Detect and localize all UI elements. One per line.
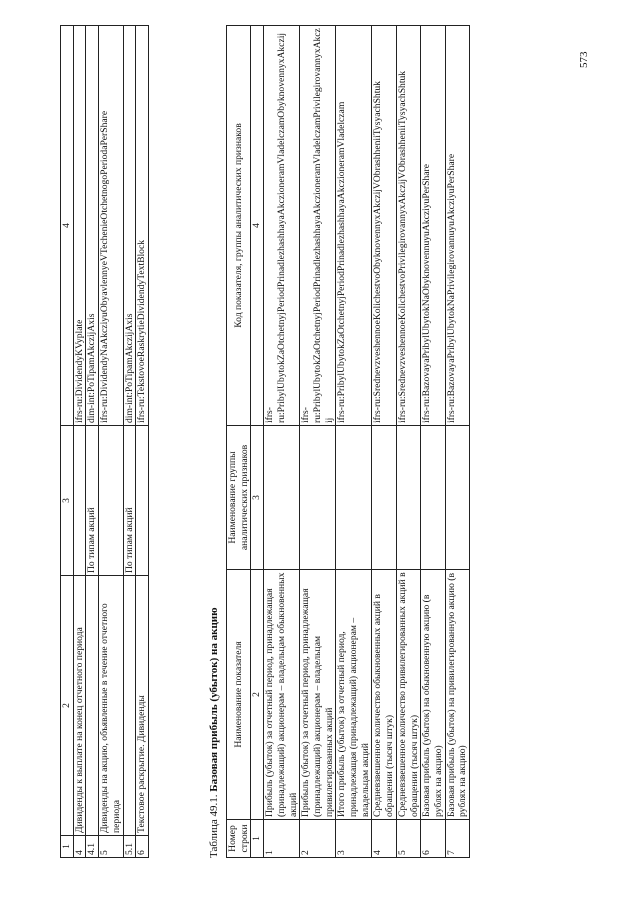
indicator-name-cell: Базовая прибыль (убыток) на привилегированную акцию (в рублях на акцию): [445, 570, 469, 820]
column-header: Код показателя, группы аналитических признаков: [227, 26, 251, 426]
indicator-name-cell: Прибыль (убыток) за отчетный период, принадлежащая (принадлежащий) акционерам – владельцам привилегированных акций: [300, 570, 336, 820]
indicator-name-cell: Прибыль (убыток) за отчетный период, принадлежащая (принадлежащий) акционерам – владельцам обыкновенных акций: [264, 570, 300, 820]
row-number-cell: 2: [300, 820, 336, 858]
table-header-number-row: [251, 26, 264, 858]
column-number: 4: [251, 26, 264, 426]
table-row: [99, 26, 123, 858]
column-number: 2: [251, 570, 264, 820]
indicator-name-cell: Итого прибыль (убыток) за отчетный период, принадлежащая (принадлежащий) акционерам – владельцам акций: [336, 570, 372, 820]
analytic-group-cell: [264, 426, 300, 570]
page-number: 573: [578, 51, 590, 68]
row-number-cell: 4: [372, 820, 396, 858]
table-caption-title: Базовая прибыль (убыток) на акцию: [208, 607, 220, 792]
analytic-group-cell: [372, 426, 396, 570]
analytic-group-cell: [396, 426, 420, 570]
indicator-code-cell: dim-int:PoTipamAkczijAxis: [86, 26, 99, 426]
indicator-code-cell: ifrs-ru:PribylUbytokZaOtchetnyjPeriodPrinadlezhashhayaAkczioneramVladelczamObyknovennyxAkczij: [264, 26, 300, 426]
table-row: [372, 26, 396, 858]
indicator-code-cell: ifrs-ru:DividendyNaAkcziyuObyavlennyeVTechenieOtchetnogoPeriodaPerShare: [99, 26, 123, 426]
table-row: [336, 26, 372, 858]
column-number: 4: [61, 26, 74, 426]
rotated-page-content: [60, 26, 530, 858]
column-header: Наименование группы аналитических признаков: [227, 426, 251, 570]
row-number-cell: 5.1: [123, 836, 136, 858]
indicator-name-cell: Дивиденды на акцию, объявленные в течение отчетного периода: [99, 576, 123, 836]
column-header: Наименование показателя: [227, 570, 251, 820]
indicator-code-cell: ifrs-ru:SrednevzveshennoeKolichestvoPrivilegirovannyxAkczijVObrashheniiTysyachShtuk: [396, 26, 420, 426]
indicator-name-cell: [86, 576, 99, 836]
column-header: Номер строки: [227, 820, 251, 858]
table-row: [123, 26, 136, 858]
indicator-name-cell: Средневзвешенное количество привилегированных акций в обращении (тысяч штук): [396, 570, 420, 820]
table-row: [300, 26, 336, 858]
analytic-group-cell: [421, 426, 445, 570]
table-row: [264, 26, 300, 858]
table-row: [73, 26, 86, 858]
analytic-group-cell: [300, 426, 336, 570]
table-caption-number: Таблица 49.1.: [208, 794, 220, 858]
column-number: 1: [251, 820, 264, 858]
analytic-group-cell: [73, 426, 86, 576]
column-number: 1: [61, 836, 74, 858]
analytic-group-cell: По типам акций: [86, 426, 99, 576]
table-header-row: [61, 26, 74, 858]
indicator-code-cell: ifrs-ru:DividendyKVyplate: [73, 26, 86, 426]
table-row: [86, 26, 99, 858]
row-number-cell: 6: [136, 836, 149, 858]
indicator-name-cell: Средневзвешенное количество обыкновенных акций в обращении (тысяч штук): [372, 570, 396, 820]
row-number-cell: 6: [421, 820, 445, 858]
indicator-name-cell: [123, 576, 136, 836]
indicator-name-cell: Базовая прибыль (убыток) на обыкновенную акцию (в рублях на акцию): [421, 570, 445, 820]
indicator-code-cell: ifrs-ru:SrednevzveshennoeKolichestvoObyknovennyxAkczijVObrashheniiTysyachShtuk: [372, 26, 396, 426]
table-row: [396, 26, 420, 858]
indicator-name-cell: Текстовое раскрытие. Дивиденды: [136, 576, 149, 836]
analytic-group-cell: [445, 426, 469, 570]
row-number-cell: 5: [99, 836, 123, 858]
column-number: 2: [61, 576, 74, 836]
indicator-code-cell: ifrs-ru:BazovayaPribylUbytokNaPrivilegirovannuyuAkcziyuPerShare: [445, 26, 469, 426]
table-caption: [208, 607, 220, 858]
row-number-cell: 5: [396, 820, 420, 858]
analytic-group-cell: [99, 426, 123, 576]
indicator-code-cell: ifrs-ru:PribylUbytokZaOtchetnyjPeriodPrinadlezhashhayaAkczioneramVladelczam: [336, 26, 372, 426]
indicator-code-cell: ifrs-ru:BazovayaPribylUbytokNaObyknovennuyuAkcziyuPerShare: [421, 26, 445, 426]
column-number: 3: [61, 426, 74, 576]
indicator-code-cell: ifrs-ru:PribylUbytokZaOtchetnyjPeriodPrinadlezhashhayaAkczioneramVladelczamPrivilegirovannyxAkczij: [300, 26, 336, 426]
table-row: [136, 26, 149, 858]
column-number: 3: [251, 426, 264, 570]
table-header-row: [227, 26, 251, 858]
indicator-code-cell: dim-int:PoTipamAkczijAxis: [123, 26, 136, 426]
row-number-cell: 4: [73, 836, 86, 858]
basic-eps-table: [226, 25, 470, 858]
dividends-table: [60, 25, 149, 858]
analytic-group-cell: [136, 426, 149, 576]
table-row: [445, 26, 469, 858]
indicator-name-cell: Дивиденды к выплате на конец отчетного периода: [73, 576, 86, 836]
table-row: [421, 26, 445, 858]
row-number-cell: 7: [445, 820, 469, 858]
row-number-cell: 1: [264, 820, 300, 858]
analytic-group-cell: [336, 426, 372, 570]
row-number-cell: 3: [336, 820, 372, 858]
analytic-group-cell: По типам акций: [123, 426, 136, 576]
row-number-cell: 4.1: [86, 836, 99, 858]
indicator-code-cell: ifrs-ru:TekstovoeRaskrytieDividendyTextBlock: [136, 26, 149, 426]
